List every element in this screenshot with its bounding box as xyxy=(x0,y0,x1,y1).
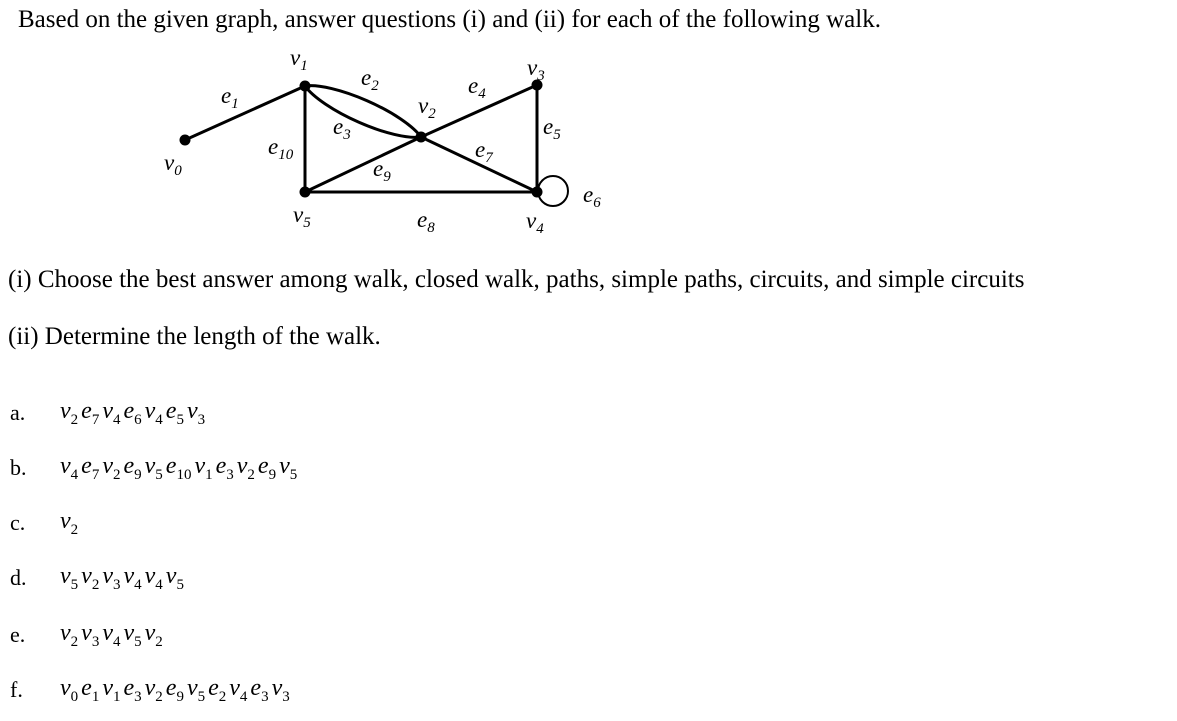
vertex-label-v3: $v_3$ xyxy=(527,55,545,84)
option-letter: c. xyxy=(10,510,26,535)
edge-e3 xyxy=(305,86,421,137)
walk-token: $v_4$ xyxy=(229,675,248,705)
walk-token: $v_5$ xyxy=(60,563,79,593)
vertex-v5 xyxy=(300,187,311,198)
option-walk xyxy=(60,398,208,429)
walk-token: $v_5$ xyxy=(279,453,298,483)
walk-token: $v_5$ xyxy=(123,620,142,650)
walk-token: $e_3$ xyxy=(250,675,269,705)
walk-token: $v_2$ xyxy=(236,453,255,483)
walk-token: $v_4$ xyxy=(144,398,163,428)
edge-e9 xyxy=(305,137,421,192)
walk-token: $v_3$ xyxy=(102,563,121,593)
walk-token: $v_2$ xyxy=(60,508,79,538)
option-walk xyxy=(60,508,81,539)
walk-token: $v_5$ xyxy=(144,453,163,483)
graph-diagram xyxy=(0,0,1177,250)
walk-token: $v_3$ xyxy=(81,620,100,650)
vertex-v4 xyxy=(532,187,543,198)
edge-e1 xyxy=(185,86,305,140)
option-letter: a. xyxy=(10,400,26,425)
walk-token: $v_2$ xyxy=(102,453,121,483)
edge-label-e5: $e_5$ xyxy=(543,114,561,143)
vertex-label-v2: $v_2$ xyxy=(418,93,436,122)
option-letter: e. xyxy=(10,622,26,647)
walk-token: $v_4$ xyxy=(102,620,121,650)
edge-label-e8: $e_8$ xyxy=(417,207,435,236)
option-walk xyxy=(60,675,293,706)
walk-token: $e_1$ xyxy=(81,675,100,705)
walk-token: $v_5$ xyxy=(165,563,184,593)
vertex-label-v5: $v_5$ xyxy=(293,202,311,231)
edge-label-e1: $e_1$ xyxy=(221,83,239,112)
walk-token: $v_4$ xyxy=(60,453,79,483)
edge-e2 xyxy=(305,86,421,137)
walk-token: $v_5$ xyxy=(186,675,206,705)
walk-token: $v_4$ xyxy=(102,398,121,428)
walk-token: $e_{10}$ xyxy=(165,453,192,483)
edge-label-e9: $e_9$ xyxy=(373,156,391,185)
walk-token: $v_2$ xyxy=(81,563,100,593)
edge-label-e2: $e_2$ xyxy=(361,65,379,94)
walk-token: $e_7$ xyxy=(81,453,100,483)
walk-token: $e_3$ xyxy=(215,453,234,483)
walk-token: $v_4$ xyxy=(144,563,163,593)
walk-token: $v_4$ xyxy=(123,563,142,593)
question-i: (i) Choose the best answer among walk, closed walk, paths, simple paths, circuits, and simple circuits xyxy=(8,266,1025,293)
walk-token: $v_2$ xyxy=(60,398,79,428)
walk-token: $e_7$ xyxy=(81,398,100,428)
edge-label-e3: $e_3$ xyxy=(333,114,351,143)
walk-token: $e_9$ xyxy=(165,675,184,705)
option-letter: f. xyxy=(10,677,23,702)
walk-token: $v_2$ xyxy=(144,675,163,705)
option-letter: b. xyxy=(10,455,27,480)
walk-token: $v_3$ xyxy=(271,675,290,705)
walk-token: $e_3$ xyxy=(123,675,142,705)
walk-token: $v_0$ xyxy=(60,675,79,705)
walk-token: $v_2$ xyxy=(144,620,163,650)
walk-token: $e_9$ xyxy=(123,453,142,483)
vertex-label-v1: $v_1$ xyxy=(290,45,308,74)
walk-token: $v_1$ xyxy=(102,675,121,705)
walk-token: $e_2$ xyxy=(208,675,227,705)
edge-label-e7: $e_7$ xyxy=(475,137,493,166)
option-walk xyxy=(60,453,300,484)
walk-token: $e_6$ xyxy=(123,398,142,428)
option-walk xyxy=(60,620,166,651)
edge-label-e4: $e_4$ xyxy=(468,73,486,102)
intro-text: Based on the given graph, answer questions (i) and (ii) for each of the following walk. xyxy=(18,6,881,33)
question-ii: (ii) Determine the length of the walk. xyxy=(8,323,381,350)
vertex-label-v4: $v_4$ xyxy=(526,208,544,237)
walk-token: $e_9$ xyxy=(257,453,277,483)
walk-token: $v_2$ xyxy=(60,620,79,650)
vertex-v0 xyxy=(180,135,191,146)
edge-label-e6: $e_6$ xyxy=(583,182,601,211)
vertex-v1 xyxy=(300,81,311,92)
vertex-label-v0: $v_0$ xyxy=(164,150,182,179)
vertex-v2 xyxy=(416,132,427,143)
option-letter: d. xyxy=(10,565,27,590)
option-walk xyxy=(60,563,187,594)
edge-e6 xyxy=(538,176,568,206)
walk-token: $e_5$ xyxy=(165,398,184,428)
walk-token: $v_1$ xyxy=(194,453,213,483)
edge-label-e10: $e_{10}$ xyxy=(268,134,294,163)
walk-token: $v_3$ xyxy=(186,398,206,428)
